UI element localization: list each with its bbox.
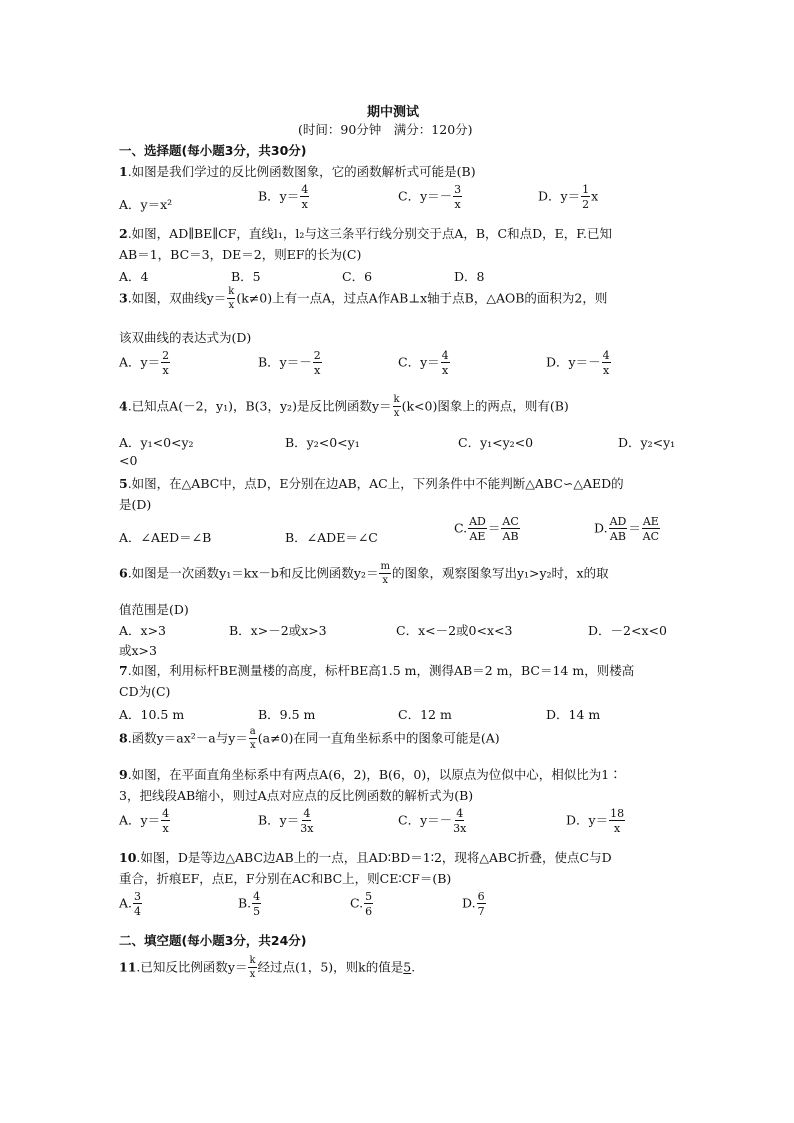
question-stem: .如图，利用标杆BE测量楼的高度，标杆BE高1.5 m，测得AB＝2 m，BC＝14 m，则楼高 bbox=[127, 663, 635, 678]
option-c: C．6 bbox=[342, 269, 373, 284]
fraction: $\frac{5}{6}$ bbox=[365, 890, 373, 918]
option-a: A．4 bbox=[119, 269, 149, 284]
option-d: D．－2<x<0 bbox=[588, 623, 667, 638]
question-stem: .如图，在平面直角坐标系中有两点A(6，2)，B(6，0)，以原点为位似中心，相似比为1∶ bbox=[127, 767, 622, 782]
question-1 bbox=[119, 162, 476, 180]
fraction: $\frac{m}{x}$ bbox=[380, 561, 390, 586]
option-c: C．y＝ $\frac{4}{x}$ bbox=[398, 349, 449, 377]
question-5 bbox=[119, 474, 624, 492]
option-a: A．y₁<0<y₂ bbox=[119, 435, 194, 450]
fraction: $\frac{k}{x}$ bbox=[249, 955, 256, 980]
option-c: C．12 m bbox=[398, 707, 452, 722]
option-d: D．y₂<y₁ bbox=[618, 435, 676, 450]
option-d-continued: <0 bbox=[119, 453, 138, 468]
question-11: 11.已知反比例函数y＝ $\frac{k}{x}$ 经过点(1，5)，则k的值是5. bbox=[119, 955, 416, 980]
fraction: $\frac{4}{5}$ bbox=[253, 890, 261, 918]
option-c bbox=[398, 184, 463, 210]
option-b bbox=[258, 184, 310, 210]
question-6-line2: 值范围是(D) bbox=[119, 602, 189, 617]
question-number: 11 bbox=[119, 959, 137, 975]
fraction: $\frac{3}{4}$ bbox=[134, 890, 142, 918]
question-2-line2: AB＝1，BC＝3，DE＝2，则EF的长为(C) bbox=[119, 247, 362, 262]
question-2 bbox=[119, 224, 612, 242]
section-choice-heading: 一、选择题(每小题3分，共30分) bbox=[119, 143, 307, 158]
fraction: $\frac{4}{x}$ bbox=[162, 807, 170, 835]
option-label: D．y＝ bbox=[538, 188, 581, 204]
question-9-line2: 3，把线段AB缩小，则过A点对应点的反比例函数的解析式为(B) bbox=[119, 788, 474, 803]
option-a: A．x>3 bbox=[119, 623, 167, 638]
section-fill-heading: 二、填空题(每小题3分，共24分) bbox=[119, 933, 307, 948]
answer-blank: 5 bbox=[403, 959, 412, 975]
question-number: 6 bbox=[119, 565, 128, 581]
question-number: 10 bbox=[119, 850, 137, 865]
question-number: 1 bbox=[119, 164, 128, 179]
option-a: A．10.5 m bbox=[119, 707, 185, 722]
option-a: A．y＝ $\frac{2}{x}$ bbox=[119, 349, 170, 377]
option-label: B．y＝ bbox=[258, 188, 300, 204]
option-d: D. $\frac{AD}{AB}$ ＝ $\frac{AE}{AC}$ bbox=[594, 515, 660, 543]
fraction: $\frac{6}{7}$ bbox=[477, 890, 485, 918]
question-stem: .如图，D是等边△ABC边AB上的一点，且AD∶BD＝1∶2，现将△ABC折叠，使点C与D bbox=[136, 850, 612, 865]
option-a: A．y＝x² bbox=[119, 197, 173, 212]
option-b: B. $\frac{4}{5}$ bbox=[238, 890, 261, 918]
fraction: $\frac{AD}{AB}$ bbox=[609, 515, 627, 543]
fraction: $\frac{4}{x}$ bbox=[441, 349, 449, 377]
option-d: D．14 m bbox=[546, 707, 601, 722]
question-number: 7 bbox=[119, 663, 128, 678]
fraction: $\frac{2}{x}$ bbox=[313, 349, 321, 377]
fraction: $\frac{AC}{AB}$ bbox=[502, 515, 519, 543]
option-c: C. $\frac{AD}{AE}$ ＝ $\frac{AC}{AB}$ bbox=[454, 515, 519, 543]
question-number: 4 bbox=[119, 398, 128, 414]
fraction: $\frac{k}{x}$ bbox=[393, 394, 400, 419]
question-7 bbox=[119, 661, 634, 679]
option-a: A．∠AED＝∠B bbox=[119, 530, 212, 545]
option-c: C．y＝－ $\frac{4}{3x}$ bbox=[398, 807, 467, 835]
fraction: $\frac{k}{x}$ bbox=[228, 286, 235, 311]
question-10 bbox=[119, 848, 612, 866]
option-c: C．x<－2或0<x<3 bbox=[396, 623, 513, 638]
question-stem: .如图，在△ABC中，点D，E分别在边AB，AC上，下列条件中不能判断△ABC∽△AED的 bbox=[127, 476, 624, 491]
option-label: C．y＝－ bbox=[398, 188, 453, 204]
question-stem: .如图是我们学过的反比例函数图象，它的函数解析式可能是(B) bbox=[127, 164, 476, 179]
fraction: $\frac{2}{x}$ bbox=[162, 349, 170, 377]
question-number: 2 bbox=[119, 226, 128, 241]
question-4: 4.已知点A(－2，y₁)，B(3，y₂)是反比例函数y＝ $\frac{k}{x}$ (k<0)图象上的两点，则有(B) bbox=[119, 394, 569, 419]
option-a: A. $\frac{3}{4}$ bbox=[119, 890, 142, 918]
fraction: $\frac{AE}{AC}$ bbox=[642, 515, 660, 543]
fraction: $\frac{a}{x}$ bbox=[249, 726, 256, 751]
fraction: $\frac{4}{3x}$ bbox=[300, 807, 314, 835]
fraction: $\frac{AD}{AE}$ bbox=[469, 515, 486, 543]
option-b: B．y＝－ $\frac{2}{x}$ bbox=[258, 349, 321, 377]
question-10-line2: 重合，折痕EF，点E，F分别在AC和BC上，则CE∶CF＝(B) bbox=[119, 871, 452, 886]
page-title: 期中测试 bbox=[367, 105, 420, 120]
option-d: D. $\frac{6}{7}$ bbox=[462, 890, 485, 918]
option-c: C. $\frac{5}{6}$ bbox=[350, 890, 373, 918]
question-3: 3.如图，双曲线y＝ $\frac{k}{x}$ (k≠0)上有一点A，过点A作AB⊥x轴于点B，△AOB的面积为2，则 bbox=[119, 286, 608, 311]
fraction: $\frac{18}{x}$ bbox=[610, 807, 625, 835]
question-number: 5 bbox=[119, 476, 128, 491]
question-9 bbox=[119, 765, 622, 783]
page-subtitle: (时间：90分钟 满分：120分) bbox=[298, 122, 473, 137]
option-b: B．9.5 m bbox=[258, 707, 316, 722]
question-7-line2: CD为(C) bbox=[119, 684, 171, 699]
option-c: C．y₁<y₂<0 bbox=[458, 435, 534, 450]
option-a: A．y＝ $\frac{4}{x}$ bbox=[119, 807, 170, 835]
question-number: 8 bbox=[119, 730, 128, 746]
option-d: D．y＝ $\frac{18}{x}$ bbox=[566, 807, 625, 835]
question-number: 3 bbox=[119, 290, 128, 306]
option-b: B．∠ADE＝∠C bbox=[285, 530, 378, 545]
option-d: D．y＝－ $\frac{4}{x}$ bbox=[546, 349, 610, 377]
option-b: B．y₂<0<y₁ bbox=[285, 435, 360, 450]
question-stem: .如图，AD∥BE∥CF，直线l₁，l₂与这三条平行线分别交于点A，B，C和点D，E，F.已知 bbox=[127, 226, 612, 241]
question-6: 6.如图是一次函数y₁＝kx－b和反比例函数y₂＝ $\frac{m}{x}$ 的图象，观察图象写出y₁>y₂时，x的取 bbox=[119, 561, 609, 586]
question-5-line2: 是(D) bbox=[119, 497, 152, 512]
option-b: B．5 bbox=[231, 269, 261, 284]
fraction: $\frac{4}{x}$ bbox=[602, 349, 610, 377]
option-d-continued: 或x>3 bbox=[119, 643, 157, 658]
fraction: $\frac{4}{3x}$ bbox=[453, 807, 467, 835]
option-d: D．y＝ $\frac{1}{2}$ x bbox=[538, 183, 599, 211]
fraction: $\frac{4}{x}$ bbox=[301, 183, 309, 211]
option-d: D．8 bbox=[454, 269, 485, 284]
fraction: $\frac{3}{x}$ bbox=[454, 183, 462, 211]
option-b: B．y＝ $\frac{4}{3x}$ bbox=[258, 807, 314, 835]
question-3-line2: 该双曲线的表达式为(D) bbox=[119, 330, 252, 345]
fraction: $\frac{1}{2}$ bbox=[582, 183, 590, 211]
question-8: 8.函数y＝ax²－a与y＝ $\frac{a}{x}$ (a≠0)在同一直角坐标系中的图象可能是(A) bbox=[119, 726, 500, 751]
question-number: 9 bbox=[119, 767, 128, 782]
option-b: B．x>－2或x>3 bbox=[229, 623, 327, 638]
